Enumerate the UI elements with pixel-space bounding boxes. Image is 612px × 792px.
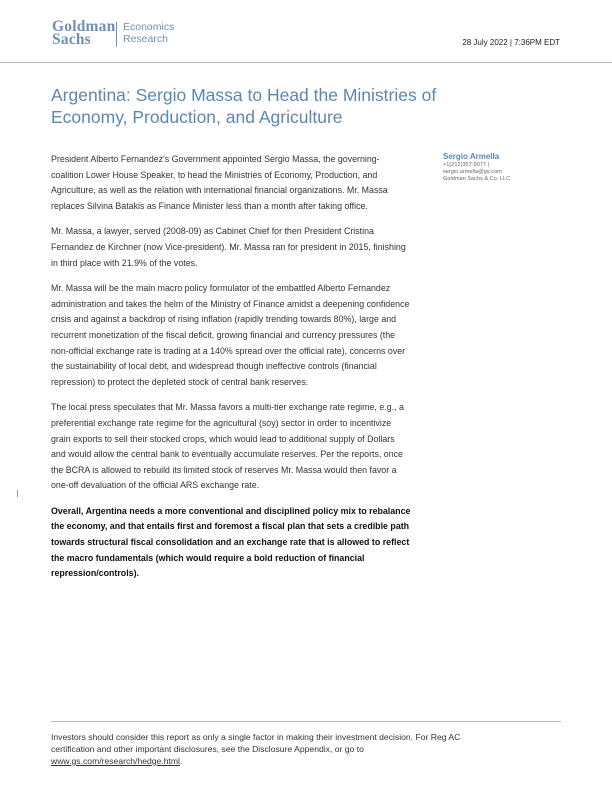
disclosure-footer (51, 731, 496, 767)
author-name[interactable]: Sergio Armella (443, 152, 500, 161)
author-email[interactable]: sergio.armella@gs.com (443, 169, 502, 175)
publication-date: 28 July 2022 | 7:36PM EDT (462, 38, 560, 47)
body-paragraph-1: President Alberto Fernandez's Government appointed Sergio Massa, the governing-coalition Lower House Speaker, to head the Ministries of Economy, Production, and Agriculture, as well as the relation with international financial organizations. Mr. Massa replaces Silvina Batakis as Finance Minister less than a month after taking office. (51, 154, 388, 211)
body-paragraph-2: Mr. Massa, a lawyer, served (2008-09) as Cabinet Chief for then President Cristina Fernandez de Kirchner (now Vice-president). Mr. Massa ran for president in 2015, finishing in third place with 21.9% of the votes. (51, 226, 406, 268)
header-divider (0, 62, 612, 63)
author-firm: Goldman Sachs & Co. LLC (443, 176, 511, 182)
disclosure-end: . (179, 756, 183, 766)
logo-divider (116, 22, 117, 47)
logo-wordmark (52, 20, 115, 46)
goldman-sachs-logo (52, 18, 175, 48)
unit-line-1: Economics (123, 21, 175, 33)
body-paragraph-3: Mr. Massa will be the main macro policy formulator of the embattled Alberto Fernandez administration and takes the helm of the Ministry of Finance amidst a deepening confidence crisis and against a backdrop of rising inflation (rapidly trending towards 80%), large and recurrent monetization of the fiscal deficit, growing financial and currency pressures (the non-official exchange rate is trading at a 140% spread over the official rate), concerns over the sustainability of local debt, and widespread though ineffective controls (financial repression) to protect the depleted stock of central bank reserves. (51, 283, 410, 387)
body-paragraph-4: The local press speculates that Mr. Massa favors a multi-tier exchange rate regime, e.g., a preferential exchange rate regime for the agricultural (soy) sector in order to incentivize grain exports to sell their stocked crops, which would lead to additional supply of Dollars and would allow the central bank to eventually accumulate reserves. Per the reports, once the BCRA is allowed to rebuild its limited stock of reserves Mr. Massa would then favor a one-off devaluation of the official ARS exchange rate. (51, 402, 404, 491)
margin-mark (17, 490, 18, 497)
report-body (51, 152, 411, 592)
disclosure-link[interactable]: www.gs.com/research/hedge.html (51, 756, 180, 766)
unit-line-2: Research (123, 33, 168, 45)
disclosure-text: Investors should consider this report as only a single factor in making their investment decision. For Reg AC certification and other important disclosures, see the Disclosure Appendix, or go to (51, 732, 461, 754)
conclusion-paragraph: Overall, Argentina needs a more conventional and disciplined policy mix to rebalance the economy, and that entails first and foremost a fiscal plan that sets a credible path towards structural fiscal consolidation and an exchange rate that is allowed to reflect the macro fundamentals (which would require a bold reduction of financial repression/controls). (51, 505, 411, 579)
author-block (443, 152, 573, 183)
logo-line-2: Sachs (52, 31, 91, 48)
logo-line-1: Goldman (52, 18, 116, 35)
research-unit (123, 21, 174, 45)
report-title: Argentina: Sergio Massa to Head the Ministries of Economy, Production, and Agriculture (51, 85, 437, 127)
author-phone: +1(212)357-9077 | (443, 162, 490, 168)
footer-divider (51, 721, 561, 722)
